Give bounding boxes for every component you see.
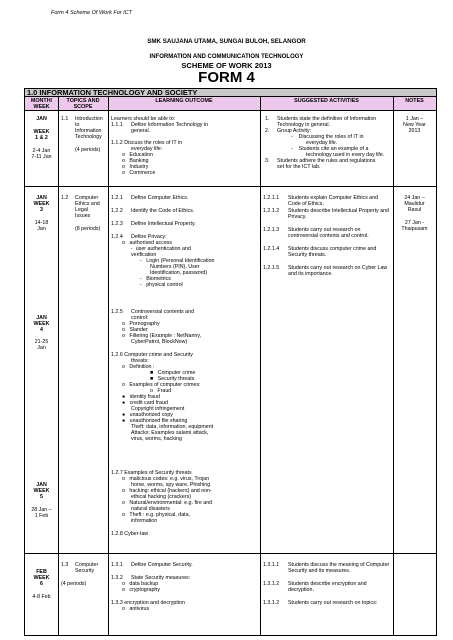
- week-month: JAN: [36, 315, 47, 321]
- lo-number: 1.2.3: [111, 221, 123, 227]
- topic-periods: (4 periods): [61, 581, 87, 587]
- week-month: JAN: [36, 116, 47, 122]
- header-activities: SUGGESTED ACTIVITIES: [294, 98, 359, 104]
- activity-text: Group Activity:: [277, 128, 312, 134]
- activity-text: Students state the definition of Information: [277, 116, 377, 122]
- activity-text: set for the ICT lab.: [277, 164, 321, 170]
- list-item: o Industry: [122, 164, 149, 170]
- list-item: o Education: [122, 152, 153, 158]
- header-week: MONTH/ WEEK: [30, 98, 53, 110]
- activity-sub: technology used in every day life.: [306, 152, 385, 158]
- week-date: 14-18: [34, 220, 49, 226]
- note-line: 27 Jan -: [404, 220, 425, 226]
- list-item: CyberPatrol, BlockNow): [131, 339, 188, 345]
- lo-text: 1.1.2 Discuss the roles of IT in: [111, 140, 183, 146]
- note-line: Thaipusam: [401, 226, 428, 232]
- week-month: FEB: [36, 569, 47, 575]
- activity-text: controversial contents and control.: [288, 233, 369, 239]
- lo-number: 1.1.1: [111, 122, 123, 128]
- lo-text: Define Privacy:: [131, 234, 167, 240]
- lo-text: Identify the Code of Ethics.: [131, 208, 195, 214]
- school-name: SMK SAUJANA UTAMA, SUNGAI BULOH, SELANGOR: [147, 38, 306, 45]
- list-item: virus, worms, hacking: [131, 436, 182, 442]
- list-item: o Commerce: [122, 170, 156, 176]
- week-number: 4: [40, 327, 43, 333]
- lo-text: Define Computer Security.: [131, 562, 193, 568]
- week-date: 4-8 Feb: [32, 594, 51, 600]
- topic-line: Information: [75, 128, 102, 134]
- department-title: INFORMATION AND COMMUNICATION TECHNOLOGY: [149, 54, 304, 60]
- col-divider: [393, 97, 394, 635]
- activity-text: Students carry out research on Cyber Law: [288, 265, 388, 271]
- week-label: WEEK: [33, 129, 50, 135]
- activity-text: Code of Ethics.: [288, 201, 324, 207]
- list-item: o Banking: [122, 158, 149, 164]
- week-date: 21-25: [34, 339, 49, 345]
- scheme-table: [24, 88, 437, 636]
- activity-text: Privacy.: [288, 214, 307, 220]
- list-item: o cryptography: [122, 587, 160, 593]
- week-label: WEEK: [33, 488, 50, 494]
- topic-line: Legal: [75, 207, 88, 213]
- week-number: 3: [40, 207, 43, 213]
- week-number: 1 & 2: [35, 135, 48, 141]
- list-item: o Fraud: [150, 388, 172, 394]
- list-item: horse, worms, spy ware, Phishing: [131, 482, 211, 488]
- topic-line: Issues: [75, 213, 91, 219]
- activity-text: Students adhere the rules and regulations: [277, 158, 376, 164]
- list-item: o Pornography: [122, 321, 160, 327]
- list-item: o hacking: ethical (hackers) and non-: [122, 488, 212, 494]
- activity-number: 1.3.1.2: [263, 600, 280, 606]
- activity-text: Students carry out research on: [288, 227, 361, 233]
- topic-periods: (8 periods): [75, 226, 101, 232]
- activity-text: Students describe encryption and: [288, 581, 367, 587]
- lo-number: 1.2.2: [111, 208, 123, 214]
- lo-number: 1.3.1: [111, 562, 123, 568]
- activity-number: 1.: [265, 116, 270, 122]
- running-header: Form 4 Scheme Of Work For ICT: [51, 10, 132, 16]
- activity-number: 1.2.1.5: [263, 265, 280, 271]
- lo-text: Define Computer Ethics.: [131, 195, 189, 201]
- activity-number: 1.2.1.3: [263, 227, 280, 233]
- activity-text: Students discuss the meaning of Computer: [288, 562, 390, 568]
- activity-text: and its importance.: [288, 271, 333, 277]
- activity-text: Technology in general.: [277, 122, 331, 128]
- lo-text: 1.2.6 Computer crime and Security: [111, 352, 193, 358]
- list-item: - Biometrics: [140, 276, 171, 282]
- week-number: 6: [40, 581, 43, 587]
- list-item: o Filtering (Example : NetNanny,: [122, 333, 202, 339]
- lo-text: threats:: [131, 358, 149, 364]
- list-item: o Theft : e.g. physical, data,: [122, 512, 191, 518]
- header-notes: NOTES: [405, 98, 424, 104]
- list-item: o antivirus: [122, 606, 150, 612]
- week-date: 28 Jan –: [31, 507, 52, 513]
- activity-sub: - Discussing the roles of IT in: [291, 134, 364, 140]
- week-label: WEEK: [33, 201, 50, 207]
- lo-text: 1.3.3 encryption and decryption: [111, 600, 185, 606]
- note-line: Maulidur: [404, 201, 425, 207]
- row-divider: [25, 553, 436, 554]
- activity-number: 3.: [265, 158, 270, 164]
- activity-text: Students explain Computer Ethics and: [288, 195, 379, 201]
- list-item: Attacks: Examples salami attack,: [131, 430, 209, 436]
- list-item: o Slander: [122, 327, 148, 333]
- week-date: 1 Feb: [34, 513, 49, 519]
- form-title: FORM 4: [198, 69, 255, 86]
- list-item: ■ Security threats: [150, 376, 195, 382]
- topic-periods: (4 periods): [75, 147, 101, 153]
- week-label: WEEK: [33, 321, 50, 327]
- list-item: Copyright infringement: [131, 406, 185, 412]
- lo-intro: Learners should be able to:: [111, 116, 176, 122]
- section-title: 1.0 INFORMATION TECHNOLOGY AND SOCIETY: [25, 89, 436, 97]
- list-item: ● unauthorized file sharing: [122, 418, 188, 424]
- lo-text: Define Information Technology in: [131, 122, 209, 128]
- week-month: JAN: [36, 195, 47, 201]
- topic-line: Introduction: [75, 116, 103, 122]
- col-divider: [58, 97, 59, 635]
- activity-sub: everyday life.: [306, 140, 338, 146]
- list-item: o Natural/environmental: e.g. fire and: [122, 500, 213, 506]
- week-date: Jan: [37, 226, 46, 232]
- header-learning-outcome: LEARNING OUTCOME: [155, 98, 213, 104]
- lo-number: 1.3.2: [111, 575, 123, 581]
- list-item: o malicious codes: e.g. virus, Trojan: [122, 476, 210, 482]
- col-divider: [260, 97, 261, 635]
- lo-text: everyday life:: [131, 146, 163, 152]
- list-item: o data backup: [122, 581, 159, 587]
- list-item: Theft: data, information, equipment: [131, 424, 214, 430]
- topic-number: 1.3: [61, 562, 69, 568]
- topic-line: Computer: [75, 562, 99, 568]
- lo-number: 1.2.5: [111, 309, 123, 315]
- topic-line: Ethics and: [75, 201, 100, 207]
- activity-number: 1.2.1.1: [263, 195, 280, 201]
- note-line: New Year: [403, 122, 426, 128]
- topic-number: 1.2: [61, 195, 69, 201]
- list-item: - user authentication and: [131, 246, 191, 252]
- col-divider: [108, 97, 109, 635]
- week-number: 5: [40, 494, 43, 500]
- topic-line: to: [75, 122, 80, 128]
- header-topics: TOPICS AND SCOPE: [66, 98, 100, 110]
- week-date: Jan: [37, 345, 46, 351]
- list-item: ■ Computer crime: [150, 370, 196, 376]
- list-item: ethical hacking (crackers): [131, 494, 192, 500]
- topic-line: Computer: [75, 195, 99, 201]
- activity-sub: - Students cite an example of a: [291, 146, 369, 152]
- list-item: natural disasters: [131, 506, 170, 512]
- scheme-title: SCHEME OF WORK 2013: [181, 61, 272, 70]
- activity-number: 1.2.1.4: [263, 246, 280, 252]
- activity-text: Students carry out research on topics:: [288, 600, 378, 606]
- lo-text: Controversial contents and: [131, 309, 195, 315]
- list-item: o authorised access: [122, 240, 173, 246]
- topic-line: Technology: [75, 134, 102, 140]
- lo-text: State Security measures:: [131, 575, 191, 581]
- list-item: Numbers (PIN), User: [150, 264, 200, 270]
- lo-text: control:: [131, 315, 149, 321]
- week-date: 7-11 Jan: [31, 154, 52, 160]
- list-item: o Definition :: [122, 364, 155, 370]
- lo-text: Define Intellectual Property.: [131, 221, 196, 227]
- table-header: [25, 97, 436, 111]
- list-item: ● unauthorized copy: [122, 412, 173, 418]
- lo-text: 1.2.7 Examples of Security threats: [111, 470, 192, 476]
- topic-line: Security: [75, 568, 95, 574]
- activity-number: 1.3.1.2: [263, 581, 280, 587]
- list-item: - Login (Personal Identification: [140, 258, 215, 264]
- week-date: 2-4 Jan: [32, 148, 51, 154]
- lo-number: 1.2.1: [111, 195, 123, 201]
- note-line: Rasul: [407, 207, 422, 213]
- week-label: WEEK: [33, 575, 50, 581]
- note-line: 1 Jan –: [405, 116, 424, 122]
- activity-text: Students describe Intellectual Property and: [288, 208, 389, 214]
- note-line: 24 Jan –: [404, 195, 425, 201]
- list-item: information: [131, 518, 158, 524]
- list-item: verification: [131, 252, 157, 258]
- list-item: Identification, password): [150, 270, 208, 276]
- activity-number: 1.2.1.2: [263, 208, 280, 214]
- list-item: ● identity fraud: [122, 394, 160, 400]
- lo-number: 1.2.4: [111, 234, 123, 240]
- list-item: o Examples of computer crimes:: [122, 382, 201, 388]
- week-month: JAN: [36, 482, 47, 488]
- activity-text: Security threats.: [288, 252, 327, 258]
- activity-text: Security and its measures.: [288, 568, 351, 574]
- list-item: - physical control: [140, 282, 183, 288]
- activity-number: 2.: [265, 128, 270, 134]
- activity-text: decryption.: [288, 587, 314, 593]
- lo-text: general.: [131, 128, 151, 134]
- lo-text: 1.2.8 Cyber-law: [111, 531, 149, 537]
- activity-number: 1.3.1.1: [263, 562, 280, 568]
- activity-text: Students discuss computer crime and: [288, 246, 377, 252]
- topic-number: 1.1: [61, 116, 69, 122]
- row-divider: [25, 186, 436, 187]
- note-line: 2013: [408, 128, 421, 134]
- list-item: ● credit card fraud: [122, 400, 168, 406]
